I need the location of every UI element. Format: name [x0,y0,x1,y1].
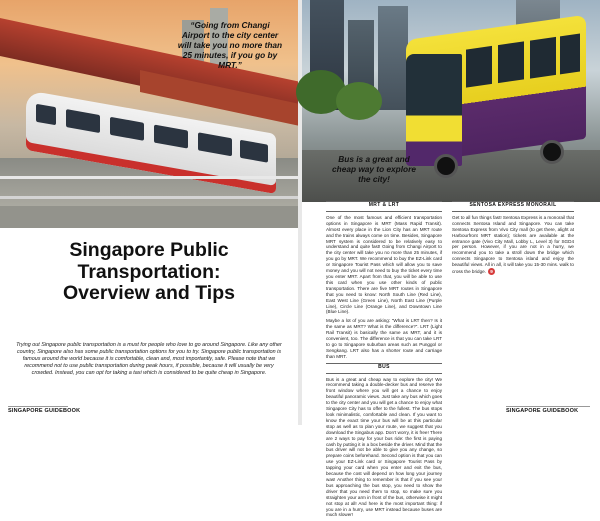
section-heading-sentosa: SENTOSA EXPRESS MONORAIL [452,201,574,212]
train-window [154,125,188,149]
bus-window [560,34,580,75]
title-line: Singapore Public [69,239,229,261]
train-window [66,109,100,133]
section-heading-bus: BUS [326,363,442,374]
tree [336,82,382,120]
title-line: Overview and Tips [63,282,235,304]
train-window [240,140,268,163]
bus-wheel [434,154,458,178]
section-heading-mrt: MRT & LRT [326,201,442,212]
section-text: Get to all fun things fast! Sentosa Express is a monorail that connects Sentosa Island and Singapore. You can take Sentosa Express from Vivo City mall (to get there, alight at Harbourfront MRT station); tickets are available at the entrance gate (Vivo City Mall, Lobby L, Level 3) for SGD4 per person. However, if you are not in a hurry, we recommend you to take a stroll down the bridge which connects Singapore to Sentosa island and enjoy the beautiful views. All in all, it will take you 15-30 mins. walk to cross the bridge. [452,214,574,275]
bus-window [466,46,492,88]
text-column [452,201,574,278]
mrt-train-photo [0,0,298,228]
footer-label: SINGAPORE GUIDEBOOK [506,408,579,414]
train-window [36,104,56,126]
bus-windshield [406,54,462,166]
page-title [18,240,280,305]
section-paragraph [452,215,574,275]
intro-paragraph: Trying out Singapore public transportation is a must for people who love to go around Singapore. Like any other country, Singapore also has some public transportation options for you to try. Singapore public transportation is famous around the world because it is comfortable, clean and, most importantly, safe. Please note that we recommend not to use public transportation during peak hours, if possible, because it will usually be very crowded. Instead, you can opt for taking a taxi which is considered to be quite cheap in Singapore. [16,342,282,376]
bus-photo [302,0,600,202]
train-window [110,117,144,141]
section-paragraph: One of the most famous and efficient transportation options in Singapore is MRT (Mass Rapid Transit). Almost every place in the Lion City has an MRT route and the trains always come on time. Besides, Singapore MRT system is considered to be relatively easy to understand and quite fast! Going from Changi Airport to the city center will take you no more than 25 minutes, if you go by MRT. We recommend to buy the EZ-Link card or Singapore Tourist Pass which will allow you to save money and you will not need to buy the ticket every time you enter MRT. Apart from that, you will be able to use this card when you use other kinds of public transportation. There are five MRT routes in Singapore that you need to know: North South Line (Red Line), East West Line (Green Line), North East Line (Purple Line), Circle Line (Orange Line), and Downtown Line (Blue Line). [326,214,442,315]
footer-rule [506,406,590,407]
bus-window [498,41,524,83]
title-line: Transportation: [77,260,221,283]
footer-label: SINGAPORE GUIDEBOOK [8,408,81,414]
text-column [326,201,442,521]
pull-quote: Bus is a great and cheap way to explore the city! [332,154,416,184]
bus-wheel [540,140,564,164]
section-paragraph: Bus is a great and cheap way to explore the city! We recommend taking a double-decker bus and reserve the front window where you will get a chance to enjoy beautiful panoramic views. Just take any bus which goes to the city center and you will get a chance to enjoy what Singapore City has to offer to the fullest. The bus stops look minimalistic, comfortable and clean. If you want to know the exact time your bus will be at this particular stop as well as to plan your route, we suggest that you download the Singabus app. Don’t worry, it is free! There are 2 ways to pay for your bus ride: the first is paying cash by putting it in a box beside the driver. Mind that the bus driver will not be able to give you any change, so prepare coins beforehand. Second option is that you can use your EZ-Link card or Singapore Tourist Pass by tapping your card when you enter and exit the bus, because the cost will depend on how long your journey was! Another thing to remember is that if you see your bus approaching the bus stop, you need to show the driver that you need them to stop, so make sure you straighten your arm in front of the bus, otherwise it might not stop at all! And here is the most important thing: if you are in a hurry, use MRT instead because buses are much slower! [326,376,442,518]
right-page [302,0,600,518]
footer-rule [8,406,68,407]
background-building [378,6,408,110]
pull-quote: “Going from Changi Airport to the city center will take you no more than 25 minutes, if you go by MRT.” [177,20,283,70]
track-slab [0,206,298,228]
page-number-badge: 9 [488,268,495,275]
rail [0,176,298,179]
rail [0,196,298,199]
train-window [198,132,232,156]
bus-window [530,37,556,79]
section-paragraph: Maybe a lot of you are asking: “What is LRT then? Is it the same as MRT? What is the difference?”. LRT (Light Rail Transit) is basically the same as MRT, and it is convenient, too. The difference is that you can take LRT to go to Singapore suburban areas such as Punggol or Sengkang. LRT also has a shorter route and carriage than MRT. [326,318,442,359]
left-page [0,0,298,425]
